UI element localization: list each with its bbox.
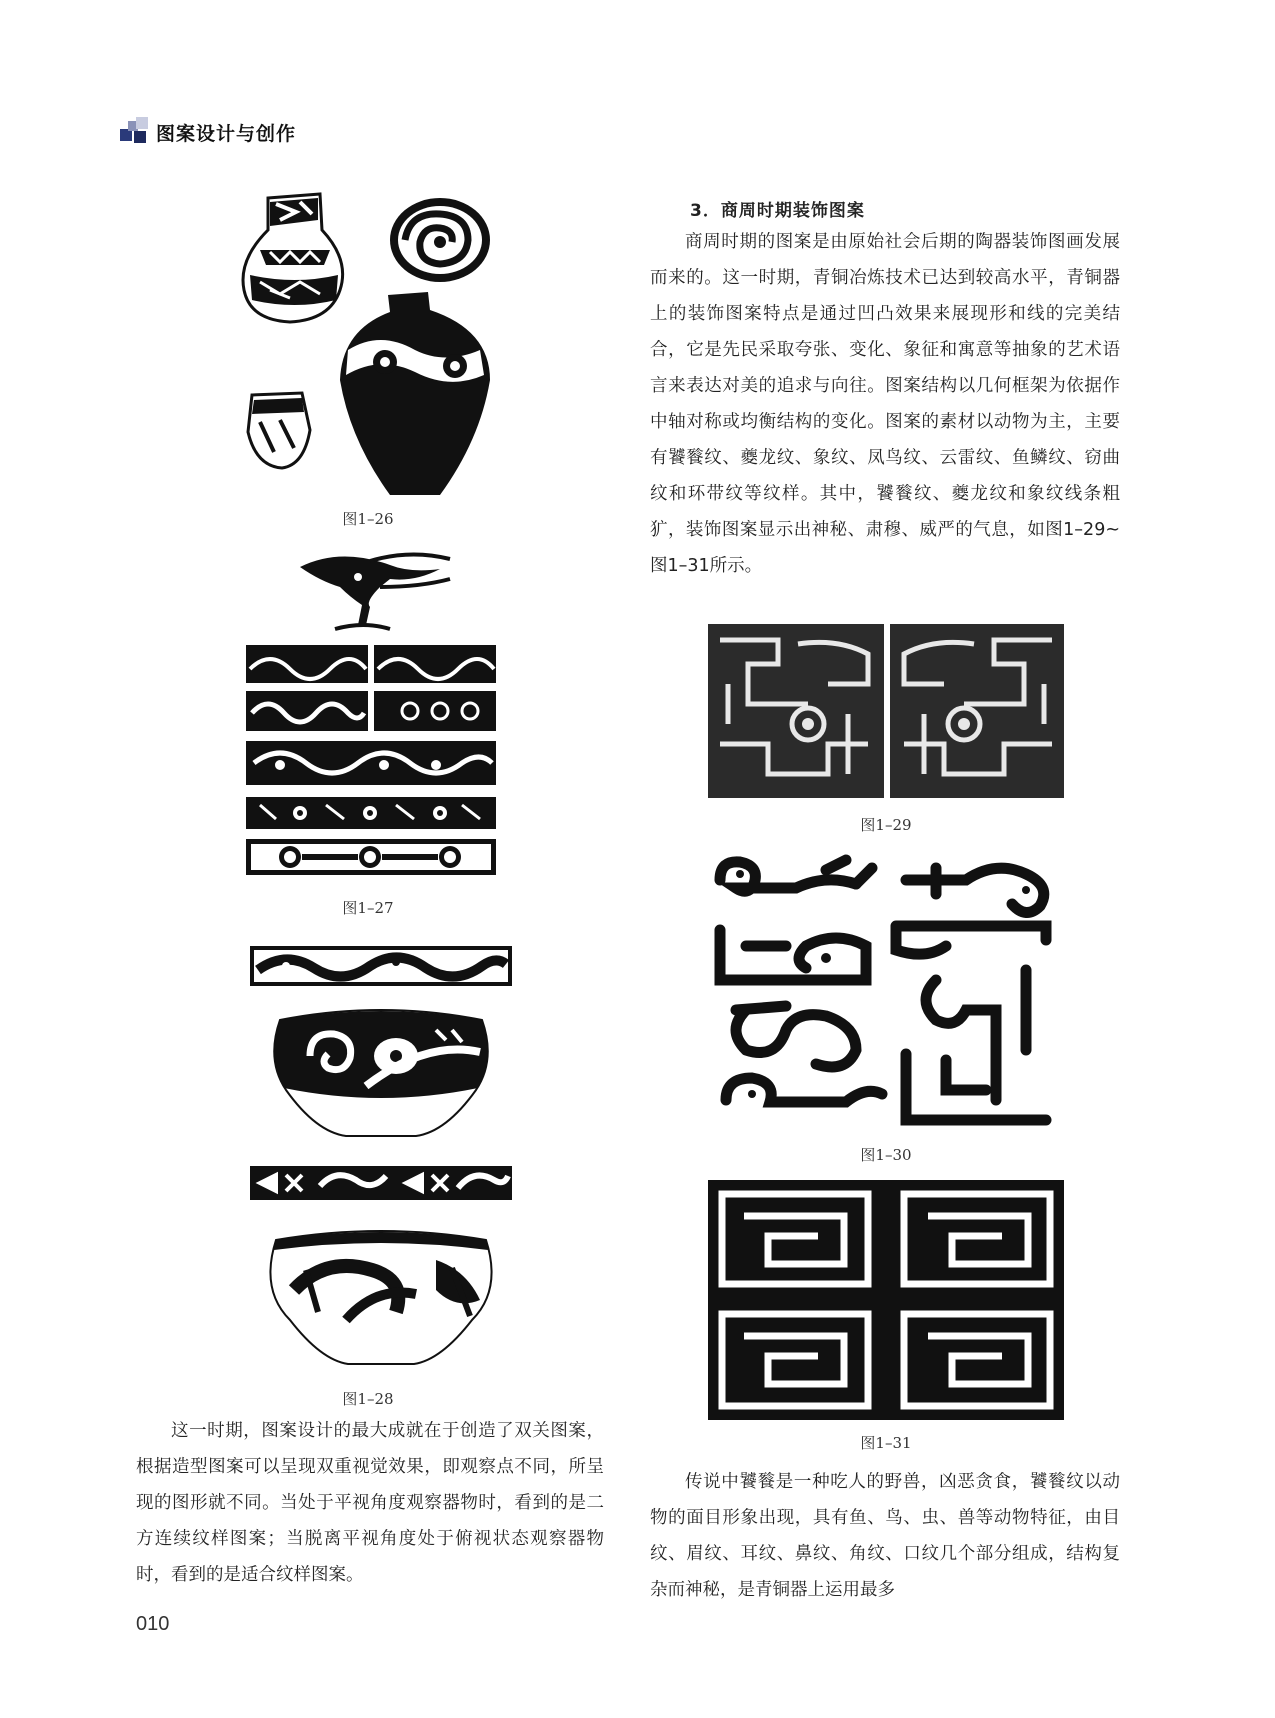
figure-1-30-kui-dragon <box>706 850 1066 1130</box>
figure-1-30-caption: 图1–30 <box>860 1146 912 1164</box>
header-title: 图案设计与创作 <box>156 122 297 145</box>
small-painted-cup-image <box>248 393 310 468</box>
figure-1-27-bands <box>240 547 502 880</box>
bottom-bowl-image <box>270 1231 491 1364</box>
kui-dragon-5-image <box>736 1006 856 1067</box>
circle-band-image <box>246 839 496 875</box>
page-number: 010 <box>136 1613 170 1635</box>
large-painted-jar-image <box>340 292 490 495</box>
top-bowl-image <box>274 1010 488 1136</box>
figure-1-31-cloud-thunder <box>708 1180 1064 1420</box>
book-logo-icon <box>120 117 150 147</box>
right-paragraph-shang-zhou: 商周时期的图案是由原始社会后期的陶器装饰图画发展而来的。这一时期，青铜冶炼技术已达到较高水平，青铜器上的装饰图案特点是通过凹凸效果来展现形和线的完美结合，它是先民采取夸张、变化、象征和寓意等抽象的艺术语言来表达对美的追求与向往。图案结构以几何框架为依据作中轴对称或均衡结构的变化。图案的素材以动物为主，主要有饕餮纹、夔龙纹、象纹、凤鸟纹、云雷纹、鱼鳞纹、窃曲纹和环带纹等纹样。其中，饕餮纹、夔龙纹和象纹线条粗犷，装饰图案显示出神秘、肃穆、威严的气息，如图1–29~图1–31所示。 <box>650 232 1120 576</box>
dotted-band-image <box>246 797 496 829</box>
figure-1-27-caption: 图1–27 <box>342 899 394 917</box>
figure-1-28-caption: 图1–28 <box>342 1390 394 1408</box>
figure-1-26-pottery <box>240 190 500 500</box>
wave-band-1-image <box>246 645 496 683</box>
figure-1-29-taotie-rubbing <box>708 624 1064 798</box>
kui-dragon-4-image <box>896 926 1046 1100</box>
kui-dragon-3-image <box>720 930 866 980</box>
figure-1-28-double-view <box>246 940 516 1370</box>
figure-1-29-caption: 图1–29 <box>860 816 912 834</box>
bird-motif-image <box>300 554 450 629</box>
spiral-band-image <box>246 741 496 785</box>
painted-jar-image <box>243 194 343 322</box>
figure-1-26-caption: 图1–26 <box>342 510 394 528</box>
spiral-bowl-image <box>390 198 490 282</box>
left-paragraph-double-view: 这一时期，图案设计的最大成就在于创造了双关图案，根据造型图案可以呈现双重视觉效果，即观察点不同，所呈现的图形就不同。当处于平视角度观察器物时，看到的是二方连续纹样图案；当脱离平视角度处于俯视状态观察器物时，看到的是适合纹样图案。 <box>136 1421 604 1585</box>
running-header <box>120 116 296 148</box>
wave-band-2-image <box>246 691 496 731</box>
figure-1-31-caption: 图1–31 <box>860 1434 912 1452</box>
top-band-pattern-image <box>250 946 512 986</box>
right-paragraph-taotie: 传说中饕餮是一种吃人的野兽，凶恶贪食，饕餮纹以动物的面目形象出现，具有鱼、鸟、虫、兽等动物特征，由目纹、眉纹、耳纹、鼻纹、角纹、口纹几个部分组成，结构复杂而神秘，是青铜器上运用最多 <box>650 1472 1120 1600</box>
section-heading: 3．商周时期装饰图案 <box>690 201 865 221</box>
bottom-band-pattern-image <box>250 1166 512 1200</box>
